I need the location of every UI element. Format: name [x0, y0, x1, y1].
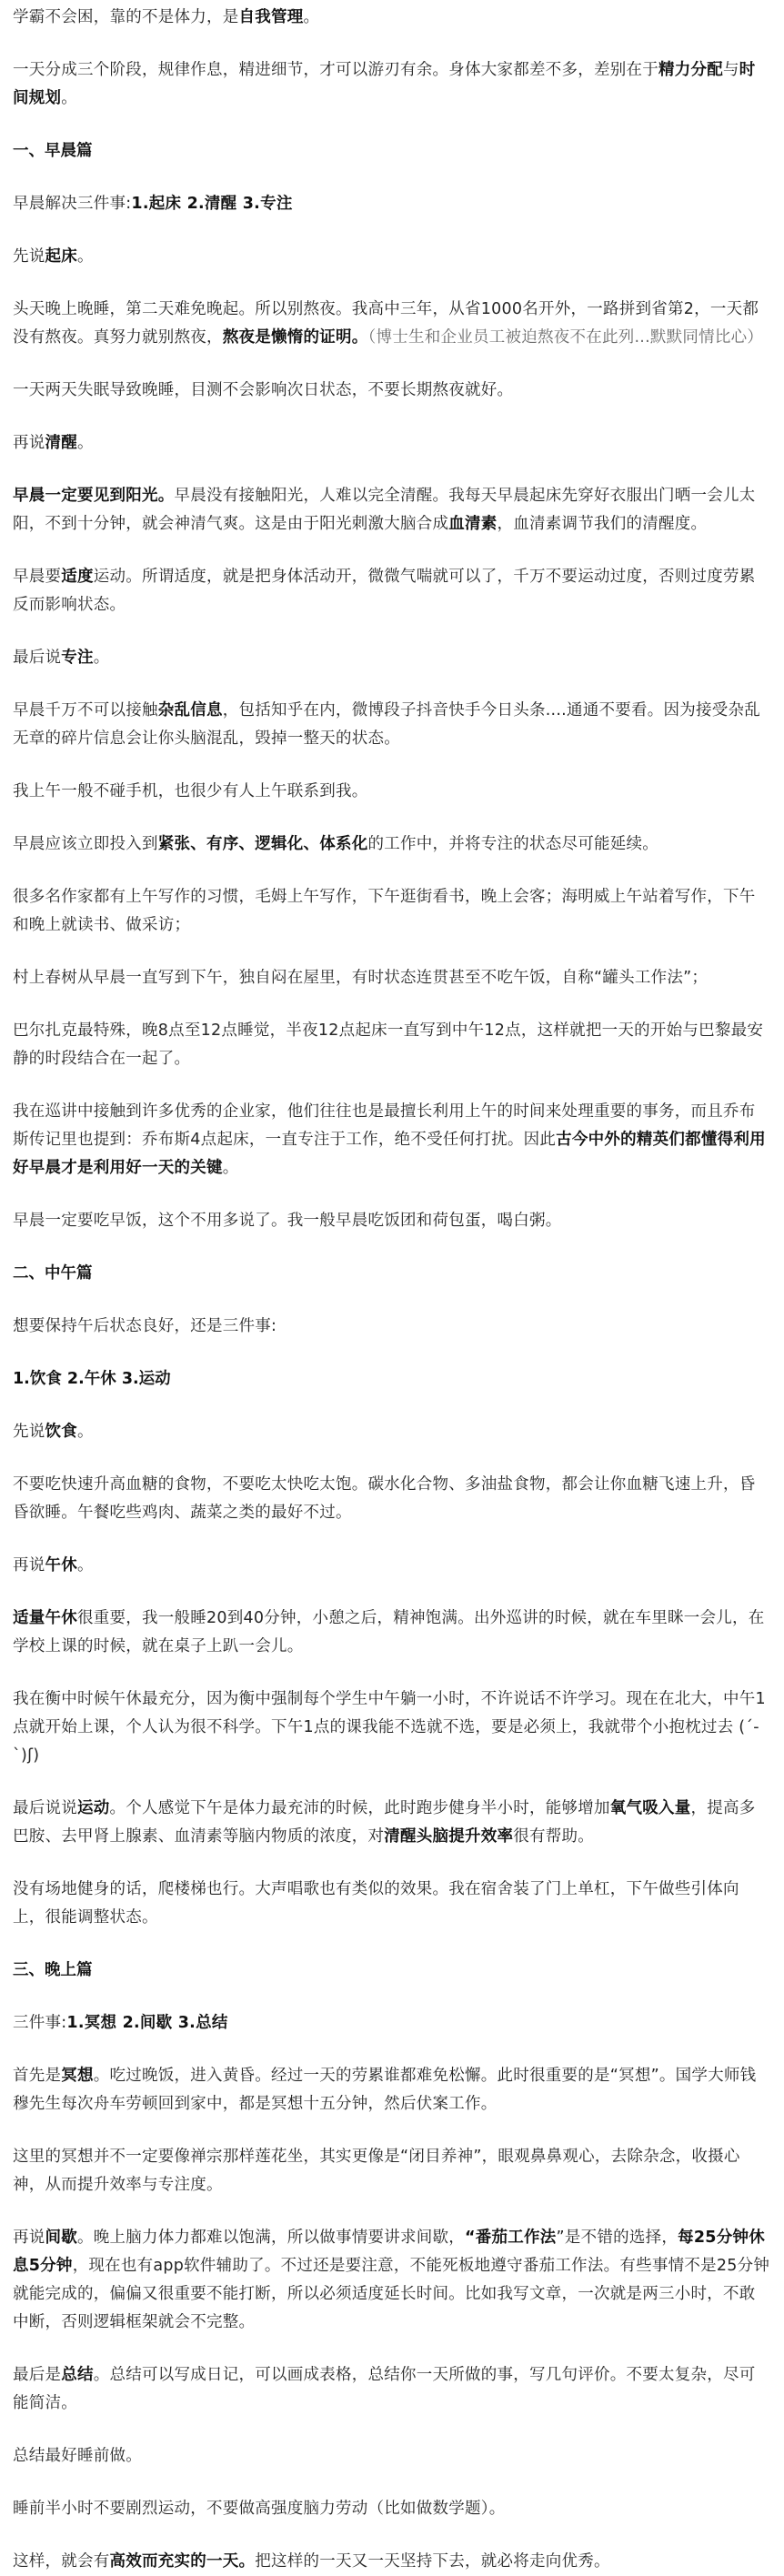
paragraph: [13, 56, 771, 113]
text-run: ，血清素调节我们的清醒度。: [497, 515, 708, 533]
text-run: 一天分成三个阶段，规律作息，精进细节，才可以游刃有余。身体大家都差不多，差别在于: [13, 61, 658, 79]
paragraph: [13, 830, 771, 859]
text-run: 。晚上脑力体力都难以饱满，所以做事情要讲求间歇，: [77, 2229, 465, 2247]
bold-text: 精力分配: [658, 61, 723, 79]
text-run: 。吃过晚饭，进入黄昏。经过一天的劳累谁都难免松懈。此时很重要的是“冥想”。国学大师钱穆先生每次舟车劳顿回到家中，都是冥想十五分钟，然后伏案工作。: [13, 2067, 757, 2113]
bold-text: 运动: [77, 1799, 110, 1817]
paragraph: [13, 1795, 771, 1851]
text-run: 一、早晨篇: [13, 142, 93, 160]
paragraph: [13, 1471, 771, 1527]
text-run: 三、晚上篇: [13, 1961, 93, 1979]
paragraph: [13, 2495, 771, 2523]
section-heading: [13, 1957, 771, 1985]
bold-text: 古今中外的精英们都懂得利用好早晨才是利用好一天的关键: [13, 1131, 766, 1177]
text-run: 巴尔扎克最特殊，晚8点至12点睡觉，半夜12点起床一直写到中午12点，这样就把一天的开始与巴黎最安静的时段结合在一起了。: [13, 1021, 764, 1068]
text-run: 1.饮食 2.午休 3.运动: [13, 1370, 171, 1388]
paragraph: [13, 2062, 771, 2118]
bold-text: 清醒头脑提升效率: [384, 1827, 514, 1846]
text-run: 早晨应该立即投入到: [13, 835, 158, 853]
text-run: 再说: [13, 434, 45, 452]
paragraph: [13, 1418, 771, 1446]
text-run: 最后是: [13, 2366, 62, 2384]
text-run: 的工作中，并将专注的状态尽可能延续。: [367, 835, 658, 853]
paragraph: [13, 429, 771, 458]
paragraph: [13, 1552, 771, 1580]
paragraph: [13, 2224, 771, 2337]
text-run: ”是不错的选择，: [556, 2229, 678, 2247]
text-run: 想要保持午后状态良好，还是三件事:: [13, 1317, 277, 1335]
bold-text: 1.起床 2.清醒 3.专注: [131, 195, 293, 213]
bold-text: 早晨一定要见到阳光。: [13, 487, 175, 505]
bold-text: 高效而充实的一天。: [109, 2552, 256, 2571]
text-run: 。: [77, 1556, 94, 1575]
paragraph: [13, 644, 771, 672]
paragraph: [13, 243, 771, 271]
text-run: 运动。所谓适度，就是把身体活动开，微微气喘就可以了，千万不要运动过度，否则过度劳累反而影响状态。: [13, 568, 756, 614]
paragraph: [13, 883, 771, 940]
text-run: 。: [93, 649, 110, 667]
text-run: 。总结可以写成日记，可以画成表格，总结你一天所做的事，写几句评价。不要太复杂，尽可能简洁。: [13, 2366, 756, 2412]
text-run: 再说: [13, 1556, 45, 1575]
bold-text: 杂乱信息: [157, 701, 223, 719]
text-run: 村上春树从早晨一直写到下午，独自闷在屋里，有时状态连贯甚至不吃午饭，自称“罐头工作法”；: [13, 969, 709, 987]
text-run: 最后说: [13, 649, 62, 667]
bold-text: 每25分钟休息5分钟: [13, 2229, 765, 2275]
section-heading: [13, 1260, 771, 1288]
text-run: 我上午一般不碰手机，也很少有人上午联系到我。: [13, 782, 368, 800]
text-run: ，提高多巴胺、去甲肾上腺素、血清素等脑内物质的浓度，对: [13, 1799, 756, 1846]
bold-text: 起床: [45, 247, 77, 266]
paragraph: [13, 4, 771, 32]
text-run: 先说: [13, 247, 45, 266]
paragraph: [13, 2442, 771, 2470]
bold-text: 午休: [45, 1556, 77, 1575]
text-run: 。: [61, 89, 77, 107]
bold-text: 饮食: [45, 1423, 77, 1441]
text-run: 与: [723, 61, 739, 79]
text-run: 。: [222, 1159, 239, 1177]
bold-text: 紧张、有序、逻辑化、体系化: [157, 835, 368, 853]
text-run: 没有场地健身的话，爬楼梯也行。大声唱歌也有类似的效果。我在宿舍装了门上单杠，下午做些引体向上，很能调整状态。: [13, 1880, 739, 1927]
section-heading: [13, 137, 771, 166]
paragraph: [13, 778, 771, 806]
text-run: 首先是: [13, 2067, 62, 2085]
text-run: 早晨解决三件事:: [13, 195, 132, 213]
text-run: 很有帮助。: [513, 1827, 594, 1846]
bold-text: “番茄工作法: [465, 2229, 557, 2247]
text-run: 总结最好睡前做。: [13, 2447, 142, 2465]
bold-text: 总结: [61, 2366, 94, 2384]
paragraph: [13, 2009, 771, 2038]
bold-text: 自我管理: [238, 8, 304, 26]
text-run: 早晨没有接触阳光，人难以完全清醒。我每天早晨起床先穿好衣服出门晒一会儿太阳，不到十分钟，就会神清气爽。这是由于阳光刺激大脑合成: [13, 487, 756, 533]
text-run: ，包括知乎在内，微博段子抖音快手今日头条....通通不要看。因为接受杂乱无章的碎片信息会让你头脑混乱，毁掉一整天的状态。: [13, 701, 760, 748]
paragraph: [13, 190, 771, 218]
paragraph: [13, 697, 771, 753]
section-heading: [13, 1365, 771, 1394]
text-run: 把这样的一天又一天坚持下去，就必将走向优秀。: [255, 2552, 610, 2571]
bold-text: 清醒: [45, 434, 77, 452]
paragraph: [13, 1876, 771, 1932]
paragraph: [13, 1685, 771, 1770]
paragraph: [13, 563, 771, 619]
paragraph: [13, 1605, 771, 1661]
paragraph: [13, 1098, 771, 1182]
text-run: 很多名作家都有上午写作的习惯，毛姆上午写作，下午逛街看书，晚上会客；海明威上午站着写作，下午和晚上就读书、做采访；: [13, 888, 756, 934]
text-run: 这里的冥想并不一定要像禅宗那样莲花坐，其实更像是“闭目养神”，眼观鼻鼻观心，去除杂念，收摄心神，从而提升效率与专注度。: [13, 2148, 740, 2194]
text-run: 最后说说: [13, 1799, 77, 1817]
bold-text: 专注: [61, 649, 94, 667]
paragraph: [13, 1017, 771, 1073]
bold-text: 1.冥想 2.间歇 3.总结: [66, 2014, 228, 2032]
paragraph: [13, 1207, 771, 1235]
aside-text: （博士生和企业员工被迫熬夜不在此列...默默同情比心）: [367, 328, 764, 347]
text-run: 我在衡中时候午休最充分，因为衡中强制每个学生中午躺一小时，不许说话不许学习。现在在北大，中午1点就开始上课，个人认为很不科学。下午1点的课我能不选就不选，要是必须上，我就带个小抱枕过去 (´-`)ʃ): [13, 1690, 766, 1765]
bold-text: 适度: [61, 568, 94, 586]
bold-text: 熬夜是懒惰的证明。: [222, 328, 368, 347]
text-run: ，现在也有app软件辅助了。不过还是要注意，不能死板地遵守番茄工作法。有些事情不是25分钟就能完成的，偏偏又很重要不能打断，所以必须适度延长时间。比如我写文章，一次就是两三小时，不敢中断，否则逻辑框架就会不完整。: [13, 2257, 770, 2331]
text-run: 。: [77, 434, 94, 452]
paragraph: [13, 482, 771, 538]
text-run: 早晨要: [13, 568, 62, 586]
bold-text: 冥想: [61, 2067, 94, 2085]
text-run: 很重要，我一般睡20到40分钟，小憩之后，精神饱满。出外巡讲的时候，就在车里眯一会儿，在学校上课的时候，就在桌子上趴一会儿。: [13, 1609, 765, 1655]
text-run: 再说: [13, 2229, 45, 2247]
paragraph: [13, 296, 771, 352]
paragraph: [13, 2548, 771, 2576]
paragraph: [13, 2143, 771, 2199]
text-run: 我在巡讲中接触到许多优秀的企业家，他们往往也是最擅长利用上午的时间来处理重要的事务，而且乔布斯传记里也提到：乔布斯4点起床，一直专注于工作，绝不受任何打扰。因此: [13, 1102, 756, 1149]
text-run: 。: [303, 8, 320, 26]
paragraph: [13, 964, 771, 992]
text-run: 早晨一定要吃早饭，这个不用多说了。我一般早晨吃饭团和荷包蛋，喝白粥。: [13, 1212, 562, 1230]
text-run: 。个人感觉下午是体力最充沛的时候，此时跑步健身半小时，能够增加: [109, 1799, 610, 1817]
paragraph: [13, 2361, 771, 2418]
text-run: 二、中午篇: [13, 1264, 93, 1283]
text-run: 。: [77, 247, 94, 266]
bold-text: 适量午休: [13, 1609, 77, 1627]
bold-text: 血清素: [448, 515, 498, 533]
text-run: 三件事:: [13, 2014, 67, 2032]
text-run: 一天两天失眠导致晚睡，目测不会影响次日状态，不要长期熬夜就好。: [13, 381, 514, 399]
text-run: 头天晚上晚睡，第二天难免晚起。所以别熬夜。我高中三年，从省1000名开外，一路拼到省第2，一天都没有熬夜。真努力就别熬夜，: [13, 300, 759, 347]
text-run: 学霸不会困，靠的不是体力，是: [13, 8, 239, 26]
text-run: 睡前半小时不要剧烈运动，不要做高强度脑力劳动（比如做数学题）。: [13, 2500, 506, 2518]
bold-text: 时间规划: [13, 61, 756, 107]
text-run: 。: [77, 1423, 94, 1441]
paragraph: [13, 1313, 771, 1341]
paragraph: [13, 377, 771, 405]
text-run: 先说: [13, 1423, 45, 1441]
text-run: 这样，就会有: [13, 2552, 110, 2571]
bold-text: 间歇: [45, 2229, 77, 2247]
text-run: 不要吃快速升高血糖的食物，不要吃太快吃太饱。碳水化合物、多油盐食物，都会让你血糖飞速上升，昏昏欲睡。午餐吃些鸡肉、蔬菜之类的最好不过。: [13, 1475, 756, 1522]
text-run: 早晨千万不可以接触: [13, 701, 158, 719]
bold-text: 氧气吸入量: [609, 1799, 691, 1817]
